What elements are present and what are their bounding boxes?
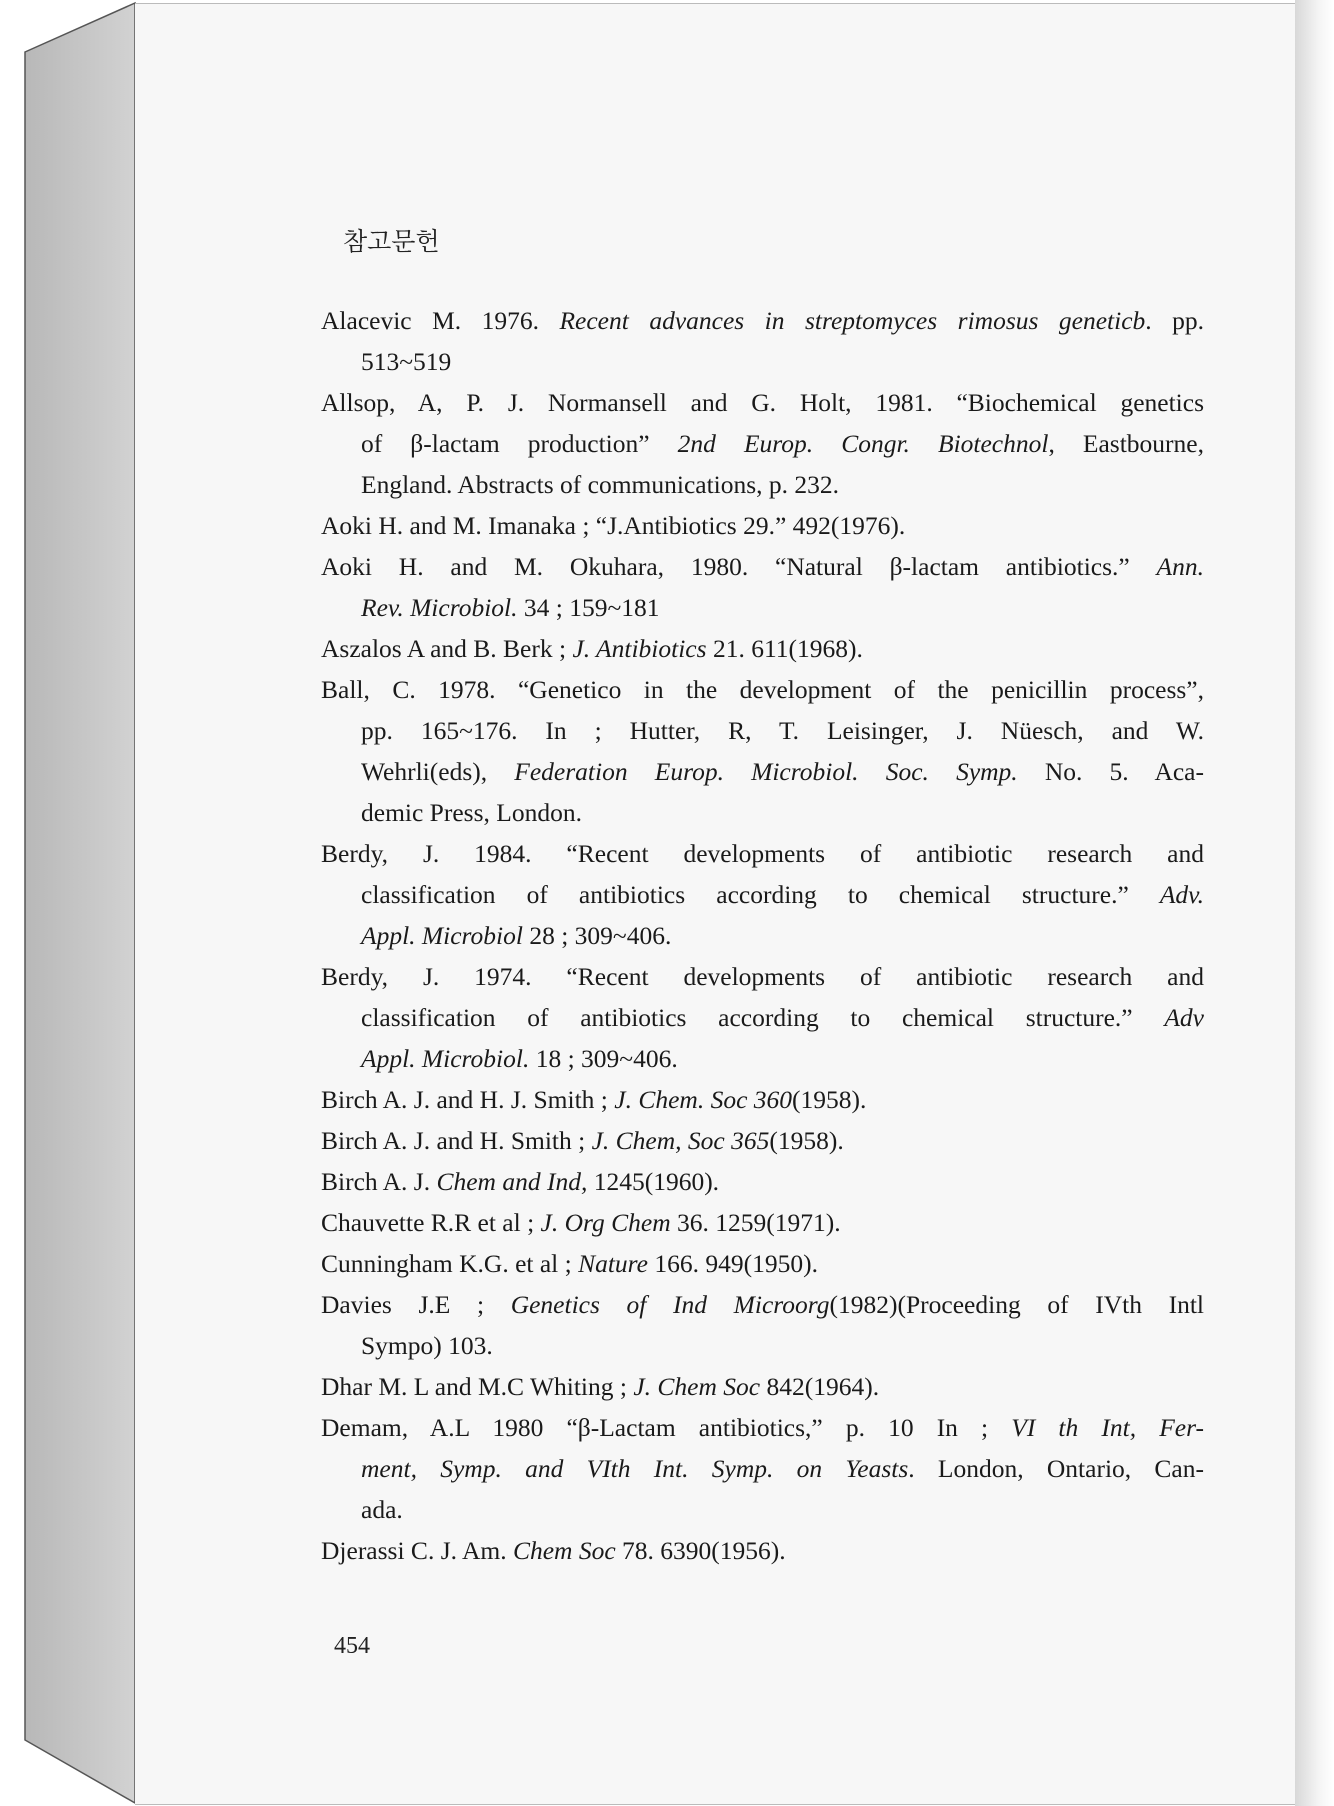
reference-line [321,669,1204,710]
reference-line [321,546,1204,587]
reference-text: ada. [361,1495,403,1524]
reference-line [321,1243,1204,1284]
reference-entry [321,669,1204,833]
reference-line [321,833,1204,874]
reference-text: Aoki H. and M. Okuhara, 1980. “Natural β-lactam antibiotics.” [321,552,1157,581]
reference-line [361,710,1204,751]
reference-line [361,587,1204,628]
reference-italic-text: Nature [578,1249,648,1278]
reference-italic-text: 2nd Europ. Congr. Biotechnol [677,429,1049,458]
reference-line [361,1489,1204,1530]
reference-line [321,382,1204,423]
reference-italic-text: Chem Soc [512,1536,616,1565]
reference-line [321,1366,1204,1407]
reference-list [321,300,1204,1571]
reference-line [361,915,1204,956]
reference-text: Birch A. J. and H. J. Smith ; [321,1085,615,1114]
reference-text: Sympo) 103. [361,1331,493,1360]
reference-text: (1982)(Proceeding of IVth Intl [829,1290,1204,1319]
reference-italic-text: J. Org Chem [540,1208,671,1237]
reference-text: Berdy, J. 1974. “Recent developments of antibiotic research and [321,962,1204,991]
reference-line [321,1079,1204,1120]
reference-text: 166. 949(1950). [647,1249,818,1278]
reference-text: 78. 6390(1956). [615,1536,786,1565]
reference-line [321,1284,1204,1325]
reference-entry [321,1243,1204,1284]
reference-entry [321,300,1204,382]
reference-entry [321,956,1204,1079]
reference-entry [321,1366,1204,1407]
reference-text: classification of antibiotics according to chemical structure.” [361,880,1160,909]
reference-italic-text: Appl. Microbiol. [361,1044,530,1073]
reference-text: Chauvette R.R et al ; [321,1208,541,1237]
reference-text: 1245(1960). [587,1167,720,1196]
reference-italic-text: Adv [1164,1003,1204,1032]
reference-italic-text: J. Antibiotics [572,634,707,663]
reference-line [321,628,1204,669]
reference-text: , Eastbourne, [1048,429,1204,458]
reference-italic-text: J. Chem. Soc 360 [614,1085,793,1114]
page-heading: 참고문헌 [343,227,440,256]
reference-entry [321,1079,1204,1120]
reference-text: pp. 165~176. In ; Hutter, R, T. Leisinger, J. Nüesch, and W. [361,716,1204,745]
reference-line [321,1202,1204,1243]
reference-line [321,1120,1204,1161]
reference-text: 842(1964). [760,1372,880,1401]
reference-entry [321,1202,1204,1243]
reference-italic-text: Rev. Microbiol. [361,593,518,622]
reference-text: Davies J.E ; [321,1290,511,1319]
reference-text: classification of antibiotics according to chemical structure.” [361,1003,1165,1032]
reference-text: of β-lactam production” [361,429,678,458]
reference-text: England. Abstracts of communications, p. 232. [361,470,840,499]
reference-text: Aszalos A and B. Berk ; [321,634,573,663]
reference-line [361,874,1204,915]
reference-text: Berdy, J. 1984. “Recent developments of antibiotic research and [321,839,1204,868]
reference-text: Birch A. J. [321,1167,437,1196]
reference-italic-text: Recent advances in streptomyces rimosus geneticb [559,306,1146,335]
reference-text: (1958). [769,1126,844,1155]
reference-text: . pp. [1145,306,1205,335]
reference-text: Djerassi C. J. Am. [321,1536,513,1565]
reference-entry [321,1161,1204,1202]
reference-line [321,300,1204,341]
reference-text: 34 ; 159~181 [517,593,660,622]
page-number: 454 [334,1633,370,1659]
reference-text: 18 ; 309~406. [529,1044,678,1073]
reference-line [361,1448,1204,1489]
reference-text: Demam, A.L 1980 “β-Lactam antibiotics,” p. 10 In ; [321,1413,1012,1442]
reference-text: 513~519 [361,347,452,376]
reference-text: Allsop, A, P. J. Normansell and G. Holt, 1981. “Biochemical genetics [321,388,1204,417]
reference-line [361,464,1204,505]
reference-text: demic Press, London. [361,798,582,827]
reference-line [361,341,1204,382]
reference-italic-text: ment, Symp. and VIth Int. Symp. on Yeasts [361,1454,909,1483]
reference-text: Alacevic M. 1976. [321,306,560,335]
reference-entry [321,1120,1204,1161]
reference-line [321,1161,1204,1202]
reference-entry [321,628,1204,669]
reference-italic-text: Adv. [1159,880,1204,909]
reference-italic-text: J. Chem Soc [633,1372,761,1401]
reference-text: Aoki H. and M. Imanaka ; “J.Antibiotics 29.” 492(1976). [321,511,906,540]
reference-text: Dhar M. L and M.C Whiting ; [321,1372,634,1401]
reference-entry [321,833,1204,956]
reference-text: Birch A. J. and H. Smith ; [321,1126,592,1155]
reference-text: Wehrli(eds), [361,757,515,786]
reference-text: Ball, C. 1978. “Genetico in the development of the penicillin process”, [321,675,1204,704]
page-edge-shadow [1295,0,1334,1806]
reference-text: No. 5. Aca- [1017,757,1204,786]
reference-italic-text: Appl. Microbiol [361,921,523,950]
reference-entry [321,1530,1204,1571]
reference-text: (1958). [792,1085,867,1114]
reference-entry [321,1284,1204,1366]
reference-line [361,1325,1204,1366]
reference-text: 36. 1259(1971). [670,1208,841,1237]
reference-entry [321,546,1204,628]
reference-line [361,792,1204,833]
reference-line [361,1038,1204,1079]
reference-line [321,956,1204,997]
reference-italic-text: Federation Europ. Microbiol. Soc. Symp. [514,757,1018,786]
reference-line [361,751,1204,792]
reference-text: 21. 611(1968). [706,634,863,663]
reference-entry [321,505,1204,546]
reference-line [321,1407,1204,1448]
reference-text: Cunningham K.G. et al ; [321,1249,579,1278]
book-spine [0,0,140,1806]
reference-italic-text: Chem and Ind, [436,1167,588,1196]
reference-text: 28 ; 309~406. [522,921,672,950]
reference-italic-text: Ann. [1156,552,1204,581]
reference-italic-text: VI th Int, Fer- [1011,1413,1204,1442]
reference-line [361,423,1204,464]
reference-line [321,1530,1204,1571]
reference-line [361,997,1204,1038]
reference-line [321,505,1204,546]
reference-text: . London, Ontario, Can- [908,1454,1204,1483]
reference-entry [321,1407,1204,1530]
reference-italic-text: J. Chem, Soc 365 [591,1126,770,1155]
reference-entry [321,382,1204,505]
reference-italic-text: Genetics of Ind Microorg [510,1290,830,1319]
